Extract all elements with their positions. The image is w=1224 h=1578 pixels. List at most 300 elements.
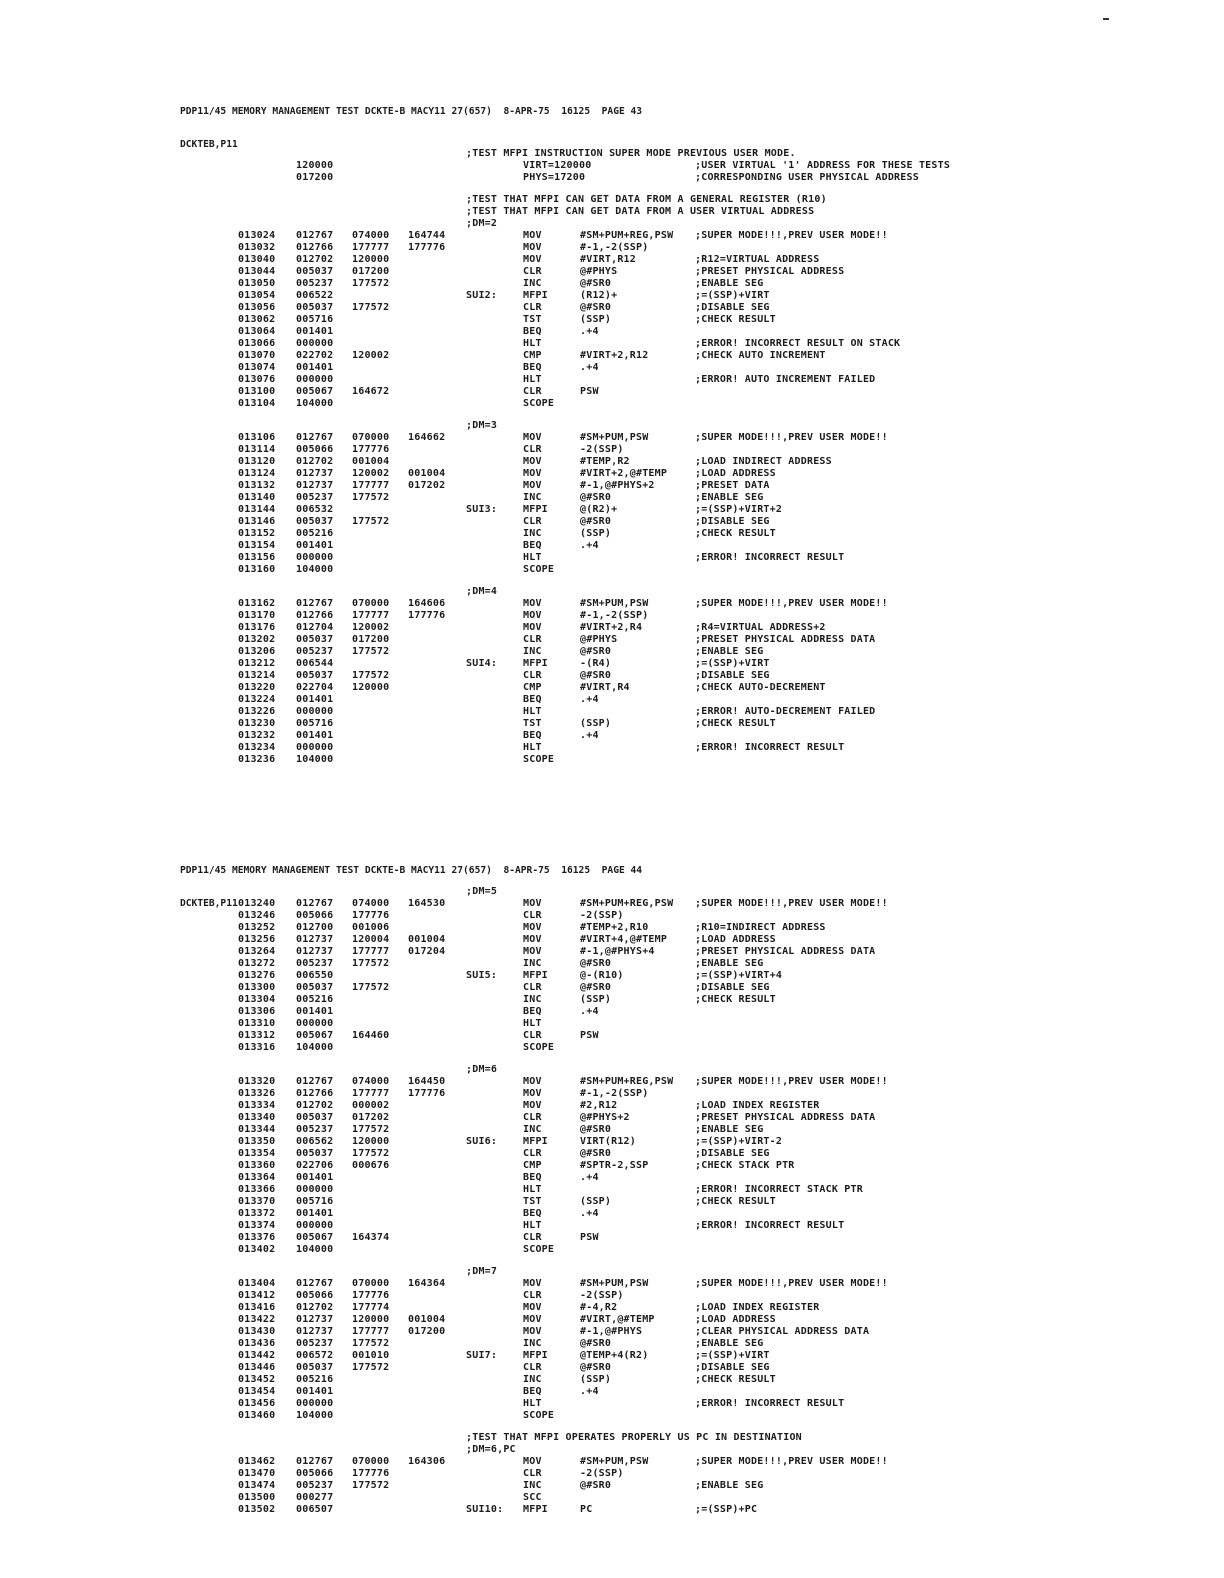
line-opcode: MFPI [523,1350,548,1361]
line-address: 013312 [238,1030,276,1041]
line-operand: #SM+PUM+REG,PSW [580,898,674,909]
line-opcode: CLR [523,1030,542,1041]
header-title: PDP11/45 MEMORY MANAGEMENT TEST DCKTE-B MACY11 27(657) 8-APR-75 16125 PAGE 44 [180,865,643,876]
line-opcode: TST [523,1196,542,1207]
line-address: 013456 [238,1398,276,1409]
line-word-3: 017202 [408,480,446,491]
listing-line [0,516,1224,528]
line-address: 013162 [238,598,276,609]
listing-line [0,1350,1224,1362]
line-word-2: 177572 [352,302,390,313]
line-opcode: VIRT=120000 [523,160,592,171]
line-opcode: MFPI [523,658,548,669]
line-opcode: CLR [523,266,542,277]
line-opcode: MOV [523,946,542,957]
line-opcode: MOV [523,242,542,253]
line-comment: ;SUPER MODE!!!,PREV USER MODE!! [695,1278,888,1289]
line-word-1: 005037 [296,634,334,645]
line-address: 013070 [238,350,276,361]
line-opcode: SCOPE [523,754,555,765]
line-address: 013032 [238,242,276,253]
line-comment: ;SUPER MODE!!!,PREV USER MODE!! [695,1076,888,1087]
line-operand: @#SR0 [580,1148,612,1159]
listing-line [0,658,1224,670]
line-operand: (SSP) [580,1196,612,1207]
line-word-1: 005237 [296,1338,334,1349]
line-label: ;DM=2 [466,218,498,229]
header-title: PDP11/45 MEMORY MANAGEMENT TEST DCKTE-B MACY11 27(657) 8-APR-75 16125 PAGE 43 [180,106,643,117]
line-word-2: 177572 [352,670,390,681]
line-comment: ;DISABLE SEG [695,982,770,993]
line-address: 013454 [238,1386,276,1397]
line-address: 013040 [238,254,276,265]
line-word-2: 017200 [352,266,390,277]
line-operand: #SM+PUM+REG,PSW [580,230,674,241]
line-word-1: 006522 [296,290,334,301]
line-word-2: 120000 [352,254,390,265]
line-word-3: 164364 [408,1278,446,1289]
listing-line [0,994,1224,1006]
line-address: 013054 [238,290,276,301]
listing-line [0,922,1224,934]
page-mark [1103,18,1109,20]
listing-line [0,1468,1224,1480]
line-opcode: MOV [523,1314,542,1325]
line-word-2: 120004 [352,934,390,945]
line-word-1: 005066 [296,1290,334,1301]
listing-line [0,898,1224,910]
line-comment: ;ENABLE SEG [695,646,764,657]
line-address: 013500 [238,1492,276,1503]
line-opcode: SCOPE [523,1244,555,1255]
line-comment: ;LOAD ADDRESS [695,934,776,945]
listing-line [0,1290,1224,1302]
line-address: 013340 [238,1112,276,1123]
line-word-2: 177774 [352,1302,390,1313]
line-opcode: SCOPE [523,564,555,575]
line-operand: @#SR0 [580,278,612,289]
line-address: 013272 [238,958,276,969]
listing-line [0,1314,1224,1326]
line-operand: #SM+PUM,PSW [580,1278,649,1289]
line-operand: #SM+PUM+REG,PSW [580,1076,674,1087]
line-operand: @#SR0 [580,516,612,527]
line-opcode: MOV [523,1088,542,1099]
listing-line [0,242,1224,254]
line-comment: ;CORRESPONDING USER PHYSICAL ADDRESS [695,172,919,183]
line-opcode: HLT [523,742,542,753]
listing-line [0,326,1224,338]
line-opcode: BEQ [523,362,542,373]
line-word-2: 001006 [352,922,390,933]
line-operand: (SSP) [580,994,612,1005]
line-address: 013416 [238,1302,276,1313]
listing-line [0,1278,1224,1290]
line-address: 013156 [238,552,276,563]
line-comment: ;CHECK RESULT [695,1196,776,1207]
line-comment: ;ERROR! INCORRECT RESULT [695,742,845,753]
line-word-3: 164662 [408,432,446,443]
line-operand: @#PHYS [580,634,618,645]
line-operand: .+4 [580,326,599,337]
listing-line [0,730,1224,742]
line-word-1: 005237 [296,646,334,657]
line-opcode: HLT [523,338,542,349]
line-word-1: 012702 [296,1302,334,1313]
line-opcode: BEQ [523,1172,542,1183]
line-word-2: 164672 [352,386,390,397]
line-word-1: 022706 [296,1160,334,1171]
line-word-3: 001004 [408,1314,446,1325]
line-label: SUI2: [466,290,498,301]
line-word-2: 074000 [352,1076,390,1087]
line-word-1: 012767 [296,1076,334,1087]
line-opcode: CLR [523,634,542,645]
listing-line [0,754,1224,766]
line-word-1: 012767 [296,898,334,909]
line-comment: ;=(SSP)+PC [695,1504,758,1515]
line-opcode: MFPI [523,1136,548,1147]
listing-line [0,934,1224,946]
line-comment: ;CHECK RESULT [695,314,776,325]
line-comment: ;ENABLE SEG [695,1124,764,1135]
line-word-2: 177572 [352,1124,390,1135]
listing-line [0,694,1224,706]
listing-line [0,622,1224,634]
line-address: 013056 [238,302,276,313]
line-operand: (SSP) [580,718,612,729]
line-operand: #-1,-2(SSP) [580,242,649,253]
line-address: 013422 [238,1314,276,1325]
line-address: 013502 [238,1504,276,1515]
line-opcode: CLR [523,1148,542,1159]
line-operand: #SPTR-2,SSP [580,1160,649,1171]
line-opcode: MFPI [523,290,548,301]
line-address: 013170 [238,610,276,621]
listing-line [0,1100,1224,1112]
line-comment: ;DISABLE SEG [695,1362,770,1373]
line-address: 013232 [238,730,276,741]
line-comment: ;LOAD INDIRECT ADDRESS [695,456,832,467]
listing-line [0,646,1224,658]
line-operand: #VIRT+2,R12 [580,350,649,361]
line-operand: -2(SSP) [580,1290,624,1301]
line-word-1: 012737 [296,1326,334,1337]
line-word-1: 001401 [296,1172,334,1183]
line-operand: #SM+PUM,PSW [580,1456,649,1467]
line-address: 013316 [238,1042,276,1053]
line-operand: @-(R10) [580,970,624,981]
line-address: 013104 [238,398,276,409]
line-comment: ;ENABLE SEG [695,492,764,503]
line-word-1: 000277 [296,1492,334,1503]
line-word-1: 012700 [296,922,334,933]
line-opcode: INC [523,1124,542,1135]
line-operand: #VIRT+4,@#TEMP [580,934,668,945]
line-opcode: BEQ [523,540,542,551]
listing-line [0,290,1224,302]
line-word-1: 012767 [296,1456,334,1467]
line-comment: ;CHECK AUTO-DECREMENT [695,682,826,693]
line-comment: ;R12=VIRTUAL ADDRESS [695,254,820,265]
listing-line [0,1030,1224,1042]
line-word-2: 177776 [352,444,390,455]
listing-line [0,1492,1224,1504]
line-comment: ;CHECK AUTO INCREMENT [695,350,826,361]
line-address: 013460 [238,1410,276,1421]
line-word-1: 012766 [296,242,334,253]
line-word-3: 164744 [408,230,446,241]
line-word-3: 017200 [408,1326,446,1337]
line-word-2: 177777 [352,946,390,957]
line-label: ;DM=5 [466,886,498,897]
listing-line [0,540,1224,552]
line-word-1: 000000 [296,338,334,349]
line-address: 013402 [238,1244,276,1255]
listing-line [0,670,1224,682]
line-word-2: 177572 [352,646,390,657]
line-word-2: 070000 [352,598,390,609]
listing-line [0,492,1224,504]
listing-line [0,946,1224,958]
line-comment: ;DISABLE SEG [695,1148,770,1159]
line-comment: ;PRESET PHYSICAL ADDRESS DATA [695,1112,876,1123]
line-opcode: BEQ [523,1386,542,1397]
line-opcode: HLT [523,1398,542,1409]
line-operand: #VIRT+2,@#TEMP [580,468,668,479]
line-word-1: 006550 [296,970,334,981]
line-opcode: SCOPE [523,398,555,409]
line-address: 013376 [238,1232,276,1243]
line-comment: ;CHECK STACK PTR [695,1160,795,1171]
listing-line [0,1124,1224,1136]
line-operand: .+4 [580,1172,599,1183]
line-comment: ;=(SSP)+VIRT [695,658,770,669]
listing-line [0,1386,1224,1398]
line-word-1: 000000 [296,1220,334,1231]
listing-line [0,598,1224,610]
line-opcode: CLR [523,1232,542,1243]
line-address: 013132 [238,480,276,491]
line-word-1: 104000 [296,1244,334,1255]
line-address: 013446 [238,1362,276,1373]
line-opcode: CMP [523,1160,542,1171]
line-operand: @#SR0 [580,1362,612,1373]
line-opcode: CLR [523,982,542,993]
line-word-1: 012702 [296,456,334,467]
line-word-2: 017200 [352,634,390,645]
line-operand: -(R4) [580,658,612,669]
line-word-1: 006507 [296,1504,334,1515]
line-word-1: 012766 [296,1088,334,1099]
line-opcode: MFPI [523,970,548,981]
listing-line [0,1504,1224,1516]
line-opcode: INC [523,958,542,969]
line-address: 013354 [238,1148,276,1159]
line-label: ;TEST THAT MFPI CAN GET DATA FROM A USER VIRTUAL ADDRESS [466,206,815,217]
line-word-2: 177776 [352,1290,390,1301]
listing-line [0,1326,1224,1338]
line-opcode: MOV [523,1076,542,1087]
line-word-2: 001010 [352,1350,390,1361]
line-opcode: TST [523,718,542,729]
line-operand: (R12)+ [580,290,618,301]
line-word-1: 005237 [296,958,334,969]
line-opcode: BEQ [523,694,542,705]
line-word-1: 005037 [296,302,334,313]
line-word-1: 022702 [296,350,334,361]
listing-line [0,194,1224,206]
line-opcode: MOV [523,230,542,241]
line-operand: #VIRT,R12 [580,254,636,265]
line-word-1: 104000 [296,564,334,575]
line-word-1: 005066 [296,1468,334,1479]
line-opcode: MOV [523,1456,542,1467]
line-operand: @#PHYS+2 [580,1112,630,1123]
line-opcode: MOV [523,922,542,933]
line-comment: ;PRESET PHYSICAL ADDRESS [695,266,845,277]
line-word-2: 177777 [352,242,390,253]
listing-line [0,886,1224,898]
listing-line [0,528,1224,540]
line-address: 013226 [238,706,276,717]
line-word-2: 177572 [352,958,390,969]
line-operand: #VIRT,@#TEMP [580,1314,655,1325]
line-comment: ;ENABLE SEG [695,278,764,289]
line-comment: ;SUPER MODE!!!,PREV USER MODE!! [695,230,888,241]
listing-line [0,1374,1224,1386]
line-label: ;TEST MFPI INSTRUCTION SUPER MODE PREVIOUS USER MODE. [466,148,796,159]
line-word-1: 000000 [296,742,334,753]
line-opcode: CLR [523,1468,542,1479]
line-address: 013240 [238,898,276,909]
line-address: 013206 [238,646,276,657]
line-label: SUI6: [466,1136,498,1147]
line-address: 013160 [238,564,276,575]
line-comment: ;USER VIRTUAL '1' ADDRESS FOR THESE TESTS [695,160,951,171]
line-word-1: 000000 [296,1398,334,1409]
line-word-1: 005716 [296,718,334,729]
line-address: 013114 [238,444,276,455]
line-operand: @#SR0 [580,302,612,313]
line-operand: #-1,@#PHYS [580,1326,643,1337]
line-comment: ;DISABLE SEG [695,516,770,527]
line-word-1: 005067 [296,1030,334,1041]
line-operand: PC [580,1504,593,1515]
line-opcode: MOV [523,934,542,945]
line-address: 013154 [238,540,276,551]
listing-line [0,1160,1224,1172]
line-address: 013276 [238,970,276,981]
line-word-1: 104000 [296,398,334,409]
line-word-1: 005237 [296,1480,334,1491]
line-address: 013236 [238,754,276,765]
listing-line [0,420,1224,432]
listing-line [0,610,1224,622]
line-comment: ;=(SSP)+VIRT [695,290,770,301]
line-address: 013024 [238,230,276,241]
line-comment: ;CHECK RESULT [695,528,776,539]
line-opcode: HLT [523,706,542,717]
line-address: 013234 [238,742,276,753]
line-comment: ;ERROR! INCORRECT RESULT [695,552,845,563]
line-opcode: CLR [523,1362,542,1373]
line-word-2: 070000 [352,432,390,443]
line-operand: .+4 [580,1208,599,1219]
line-opcode: INC [523,994,542,1005]
listing-line [0,218,1224,230]
line-address: 013212 [238,658,276,669]
line-address: 013124 [238,468,276,479]
line-word-1: 012737 [296,946,334,957]
line-word-2: 070000 [352,1278,390,1289]
line-opcode: SCC [523,1492,542,1503]
line-opcode: CMP [523,682,542,693]
listing-line [0,1042,1224,1054]
line-word-2: 177572 [352,982,390,993]
line-address: 013360 [238,1160,276,1171]
line-label: ;DM=3 [466,420,498,431]
listing-line [0,742,1224,754]
line-word-2: 177572 [352,516,390,527]
line-address: 013404 [238,1278,276,1289]
listing-line [0,278,1224,290]
line-word-1: 005216 [296,1374,334,1385]
line-opcode: MFPI [523,504,548,515]
listing-line [0,552,1224,564]
line-operand: @#SR0 [580,982,612,993]
line-address: 013074 [238,362,276,373]
line-operand: (SSP) [580,1374,612,1385]
listing-line [0,148,1224,160]
line-operand: #-1,@#PHYS+2 [580,480,655,491]
line-opcode: SCOPE [523,1410,555,1421]
line-word-2: 000002 [352,1100,390,1111]
line-address: 013364 [238,1172,276,1183]
line-opcode: MOV [523,598,542,609]
line-comment: ;=(SSP)+VIRT+2 [695,504,783,515]
line-word-1: 012767 [296,1278,334,1289]
listing-line [0,958,1224,970]
line-word-2: 177572 [352,492,390,503]
listing-line [0,1480,1224,1492]
line-word-1: 022704 [296,682,334,693]
line-word-1: 000000 [296,1018,334,1029]
line-word-1: 005037 [296,982,334,993]
line-address: 013256 [238,934,276,945]
line-word-3: 017204 [408,946,446,957]
line-operand: #-4,R2 [580,1302,618,1313]
line-comment: ;SUPER MODE!!!,PREV USER MODE!! [695,598,888,609]
line-word-2: 000676 [352,1160,390,1171]
line-word-3: 001004 [408,468,446,479]
line-opcode: INC [523,492,542,503]
listing-line [0,338,1224,350]
line-address: 013120 [238,456,276,467]
line-word-1: 001401 [296,694,334,705]
line-opcode: INC [523,528,542,539]
line-operand: @TEMP+4(R2) [580,1350,649,1361]
listing-line [0,586,1224,598]
line-address: 013146 [238,516,276,527]
line-opcode: BEQ [523,326,542,337]
line-word-1: 005066 [296,444,334,455]
line-word-2: 074000 [352,898,390,909]
line-word-2: 177777 [352,480,390,491]
line-opcode: INC [523,1374,542,1385]
header-file: DCKTEB,P11 [180,139,238,150]
line-word-2: 177572 [352,1362,390,1373]
